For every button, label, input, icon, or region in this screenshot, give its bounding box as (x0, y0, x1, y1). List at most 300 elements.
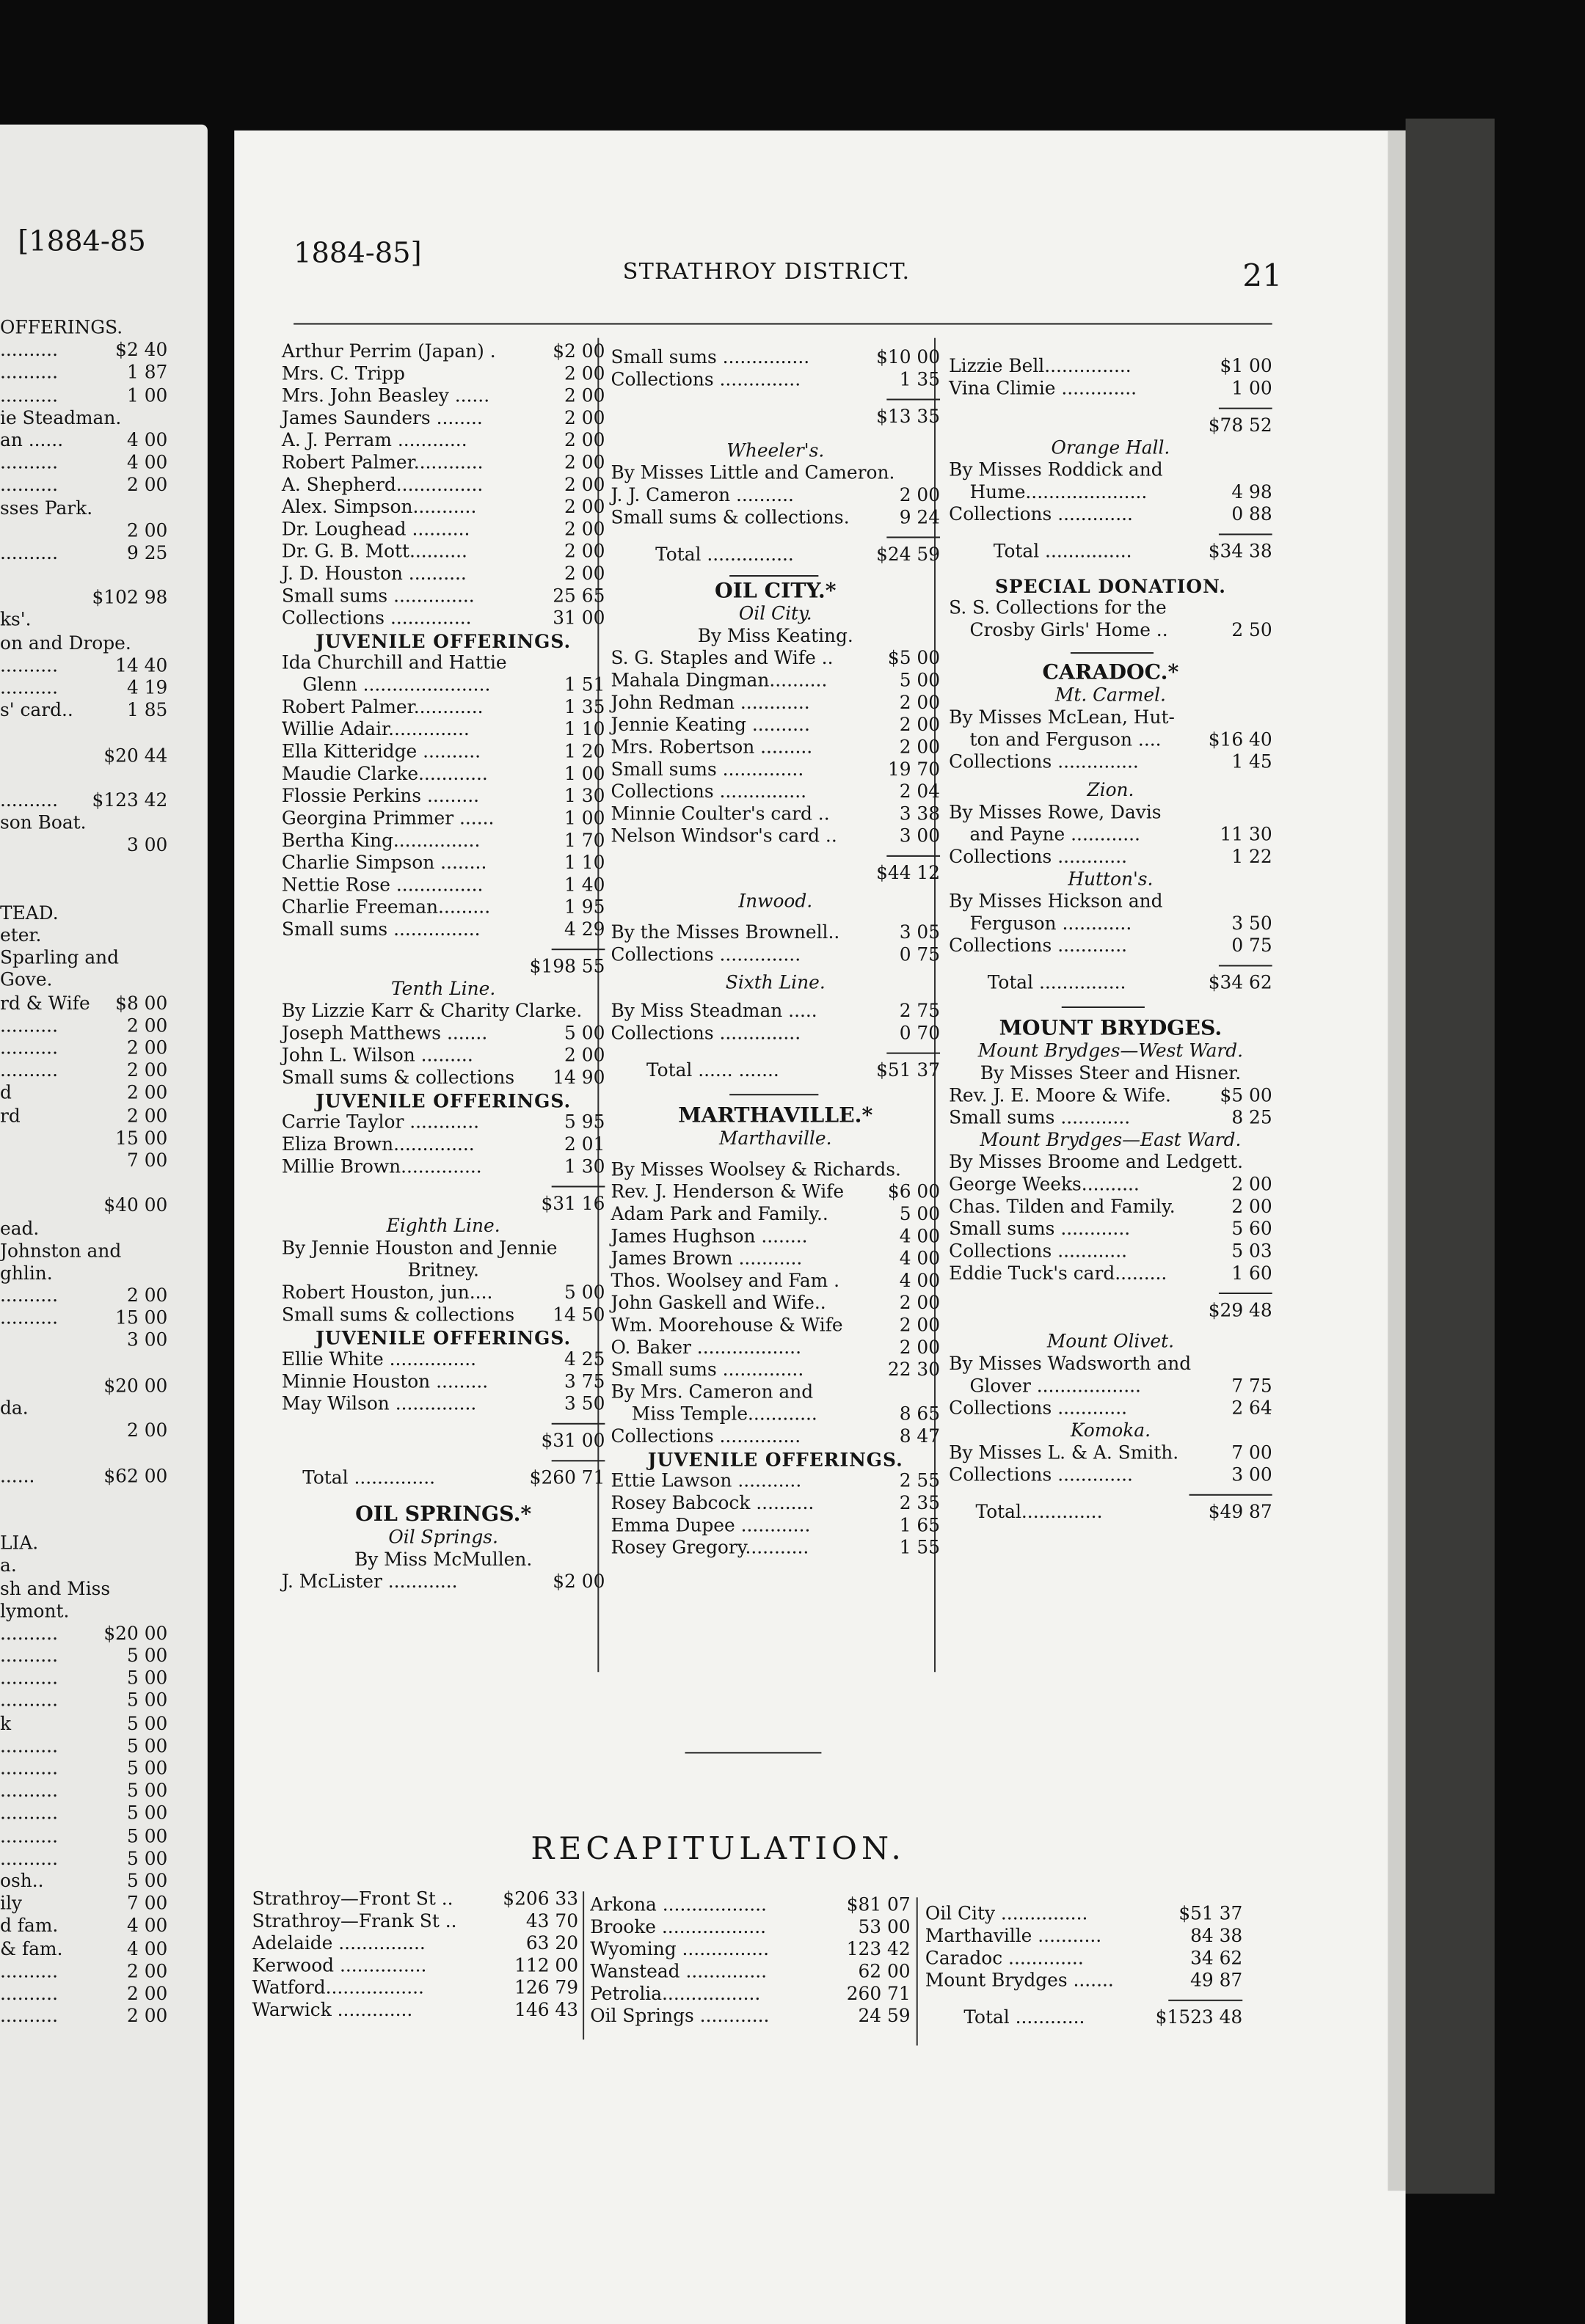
collectors-line: Britney. (407, 1260, 479, 1281)
left-page-line-text: .......... (0, 475, 58, 496)
left-page-line-text: s' card.. (0, 700, 73, 721)
left-page-line (0, 1128, 167, 1150)
left-page-line (0, 902, 167, 925)
entry-label: Marthaville ........... (925, 1925, 1102, 1947)
total-value: $260 71 (529, 1467, 605, 1488)
left-page-line (0, 745, 167, 767)
juvenile-heading-3: JUVENILE OFFERINGS. (316, 1326, 572, 1349)
entry-label: Arkona .................. (590, 1894, 767, 1915)
left-page-line (0, 970, 167, 993)
entry-amount: 2 00 (899, 1292, 941, 1314)
collectors-line: By Miss Keating. (697, 625, 853, 646)
entry-row (252, 1955, 579, 1977)
left-page-line-text: .......... (0, 789, 58, 811)
entry-label: By Misses L. & A. Smith. (949, 1442, 1179, 1464)
left-page-line-text: .......... (0, 1802, 58, 1824)
collectors-line: By Misses Wadsworth and (949, 1353, 1192, 1375)
entry-amount: $16 40 (1208, 729, 1272, 750)
entry-label: Wyoming ............... (590, 1938, 769, 1960)
entry-row (282, 786, 605, 808)
page-edge (1388, 131, 1405, 2191)
entry-row (611, 1315, 940, 1337)
entry-row (252, 1933, 579, 1955)
section-heading: Hutton's. (1068, 869, 1154, 890)
entry-row (611, 1515, 940, 1537)
subtotal: $31 16 (541, 1193, 605, 1214)
entry-amount: 2 00 (899, 692, 941, 713)
left-page-line-text: .......... (0, 1758, 58, 1779)
entry-amount: 8 47 (899, 1425, 941, 1447)
left-page-line (0, 1825, 167, 1848)
entry-amount: 2 64 (1231, 1397, 1272, 1419)
left-page-line-text: .......... (0, 1015, 58, 1037)
entry-label: Carrie Taylor ............ (281, 1111, 480, 1133)
left-page-line-text: Johnston and (0, 1240, 122, 1261)
entry-label: Robert Palmer............ (281, 452, 484, 473)
entry-label: Charlie Simpson ........ (281, 852, 487, 874)
left-page-line-text: Gove. (0, 970, 53, 991)
entry-label: Rev. J. E. Moore & Wife. (949, 1085, 1171, 1106)
entry-label: Adam Park and Family.. (611, 1203, 828, 1225)
left-page-line (0, 520, 167, 543)
entry-label: Hume..................... (969, 481, 1148, 503)
page-number: 21 (1242, 257, 1283, 294)
left-page-line-text: TEAD. (0, 902, 59, 924)
left-page-line (0, 767, 167, 790)
left-page-line (0, 1893, 167, 1916)
left-page-line (0, 1060, 167, 1083)
recap-total-label: Total ............ (963, 2006, 1085, 2028)
entry-amount: $10 00 (876, 346, 941, 368)
left-page-line-amount: $20 44 (103, 745, 168, 766)
left-page-line-text: rd (0, 1105, 21, 1126)
section-heading: Inwood. (738, 891, 813, 912)
entry-row (611, 1537, 940, 1559)
entry-amount: 2 00 (564, 407, 605, 428)
entry-label: Collections .............. (949, 751, 1139, 772)
entry-amount: $2 00 (553, 340, 605, 362)
entry-label: Rosey Gregory........... (611, 1537, 809, 1558)
subtotal: $44 12 (876, 862, 941, 884)
left-page-line (0, 723, 167, 745)
entry-label: Mrs. John Beasley ...... (281, 385, 490, 406)
entry-row (611, 1248, 940, 1270)
entry-row (949, 1218, 1272, 1240)
left-page-line (0, 1983, 167, 2006)
total-value: $51 37 (876, 1059, 941, 1081)
book-spine (1406, 119, 1495, 2194)
entry-row (925, 1948, 1242, 1970)
left-page-line-text: ead. (0, 1217, 40, 1239)
left-page-line-amount: 5 00 (126, 1780, 168, 1802)
left-page-line (0, 1240, 167, 1263)
left-page-line-text: .......... (0, 1623, 58, 1644)
entry-amount: 5 60 (1231, 1218, 1272, 1240)
left-page-line-amount: 5 00 (126, 1825, 168, 1846)
left-page-line-text: .......... (0, 1690, 58, 1711)
entry-row (949, 824, 1272, 846)
entry-amount: 2 04 (899, 781, 941, 803)
left-page-line-amount: 5 00 (126, 1690, 168, 1711)
entry-row (949, 751, 1272, 773)
entry-label: Small sums ............... (611, 346, 810, 368)
left-page-line-text: .......... (0, 452, 58, 473)
entry-label: Rev. J. Henderson & Wife (611, 1181, 845, 1202)
entry-amount: 2 00 (564, 496, 605, 518)
left-page-line-amount: 2 00 (126, 1983, 168, 2004)
left-page-line-amount: 4 00 (126, 429, 168, 451)
entry-row (611, 825, 940, 847)
entry-label: John L. Wilson ......... (281, 1045, 473, 1066)
entry-row (282, 385, 605, 407)
total-label: Total ............... (987, 972, 1126, 993)
entry-amount: 1 00 (564, 763, 605, 784)
subtotal: $78 52 (1208, 414, 1272, 436)
entry-row (282, 1067, 605, 1089)
entry-label: Small sums & collections (281, 1304, 515, 1326)
entry-amount: 2 00 (564, 519, 605, 540)
left-page-line (0, 948, 167, 971)
entry-row (282, 363, 605, 385)
entry-row (611, 507, 940, 529)
left-page-line-amount: 15 00 (115, 1128, 168, 1149)
entry-row (252, 2000, 579, 2022)
left-page-line (0, 1488, 167, 1510)
entry-amount: 63 20 (525, 1932, 579, 1954)
left-page-line (0, 880, 167, 903)
left-page-line (0, 475, 167, 497)
entry-amount: $51 37 (1178, 1903, 1243, 1924)
entry-row (282, 1349, 605, 1371)
entry-label: Petrolia................. (590, 1983, 761, 2004)
entry-amount: $206 33 (503, 1888, 579, 1910)
entry-amount: 0 88 (1231, 504, 1272, 525)
section-heading: Mount Brydges—East Ward. (980, 1129, 1242, 1150)
entry-row (949, 1263, 1272, 1285)
entry-amount: 2 55 (899, 1470, 941, 1491)
left-page-line (0, 1195, 167, 1218)
juvenile-heading-2: JUVENILE OFFERINGS. (316, 1089, 572, 1112)
left-page-line-amount: 14 40 (115, 654, 168, 676)
entry-label: Small sums .............. (281, 585, 475, 607)
entry-amount: 11 30 (1220, 824, 1272, 845)
entry-row (282, 674, 605, 696)
left-page-line-amount: 2 00 (126, 1060, 168, 1081)
entry-amount: 5 00 (899, 1203, 941, 1225)
entry-amount: $81 07 (846, 1894, 911, 1915)
left-page-line (0, 1375, 167, 1398)
left-page-line-text: on and Drope. (0, 632, 131, 654)
subtotal: $31 00 (541, 1430, 605, 1452)
entry-label: A. Shepherd............... (281, 474, 484, 495)
entry-label: Collections .............. (611, 1023, 801, 1044)
left-page-line-amount: 2 00 (126, 1037, 168, 1059)
left-page-line-amount: $2 40 (115, 340, 168, 361)
total-value: $34 62 (1208, 972, 1272, 993)
entry-row (590, 2006, 910, 2028)
entry-amount: 1 35 (564, 696, 605, 717)
entry-row (282, 1393, 605, 1415)
header-rule (294, 323, 1272, 324)
recap-divider-1 (583, 1891, 584, 2039)
left-page-line (0, 1465, 167, 1488)
left-page-line-text: ghlin. (0, 1263, 53, 1284)
entry-row (611, 737, 940, 759)
subtotal: $198 55 (529, 956, 605, 977)
recap-divider-2 (917, 1897, 918, 2045)
entry-amount: 2 00 (564, 452, 605, 473)
left-page-line-amount: 2 00 (126, 1082, 168, 1104)
entry-row (949, 1442, 1272, 1464)
section-heading: Oil Springs. (388, 1527, 498, 1548)
left-page-line (0, 1668, 167, 1691)
entry-row (611, 1001, 940, 1023)
entry-label: Ettie Lawson ........... (611, 1470, 802, 1491)
entry-row (282, 874, 605, 896)
left-page-line (0, 677, 167, 700)
entry-amount: 1 65 (899, 1515, 941, 1536)
left-page-line (0, 925, 167, 948)
left-page-line-text: .......... (0, 2005, 58, 2027)
entry-row (949, 847, 1272, 869)
left-page-line-text: osh.. (0, 1870, 44, 1892)
entry-amount: 62 00 (858, 1961, 911, 1982)
entry-label: Rosey Babcock .......... (611, 1492, 815, 1514)
entry-label: Small sums ............ (949, 1107, 1131, 1128)
entry-amount: 4 25 (564, 1348, 605, 1370)
entry-row (949, 935, 1272, 957)
entry-label: Mrs. Robertson ......... (611, 737, 813, 758)
left-page-line-amount: 1 85 (126, 700, 168, 721)
column-1 (282, 341, 605, 1593)
entry-label: Charlie Freeman......... (281, 896, 491, 918)
left-page-line (0, 1510, 167, 1533)
entry-label: Bertha King............... (281, 830, 481, 851)
entry-label: Joseph Matthews ....... (281, 1023, 488, 1044)
left-page-line-text: d (0, 1082, 12, 1104)
entry-label: Glenn ...................... (302, 674, 491, 695)
left-page-line-text: sses Park. (0, 497, 93, 519)
entry-amount: 5 00 (899, 670, 941, 691)
left-page-line (0, 497, 167, 520)
entry-label: Thos. Woolsey and Fam . (611, 1270, 840, 1291)
entry-row (282, 475, 605, 497)
entry-label: Eliza Brown.............. (281, 1133, 475, 1155)
entry-label: ton and Ferguson .... (969, 729, 1162, 750)
total-label: Total.............. (975, 1501, 1103, 1523)
collectors-line: By Misses McLean, Hut- (949, 706, 1175, 728)
left-page-line (0, 1601, 167, 1623)
left-page-line-amount: 9 25 (126, 542, 168, 563)
left-page-line (0, 1015, 167, 1038)
collectors-line: By Lizzie Karr & Charity Clarke. (281, 1000, 583, 1022)
entry-label: Watford................. (252, 1977, 424, 1998)
entry-label: Mrs. C. Tripp (281, 363, 405, 384)
entry-amount: 2 00 (564, 1045, 605, 1066)
left-page-line-amount: $102 98 (92, 587, 168, 608)
entry-amount: 2 00 (899, 1337, 941, 1358)
entry-label: Ella Kitteridge .......... (281, 741, 481, 762)
entry-amount: $2 00 (553, 1571, 605, 1593)
entry-label: Collections ............ (949, 1240, 1128, 1262)
entry-row (949, 1107, 1272, 1129)
entry-row (925, 1903, 1242, 1925)
entry-amount: 43 70 (525, 1910, 579, 1932)
entry-row (282, 1023, 605, 1045)
entry-amount: 34 62 (1190, 1948, 1243, 1969)
entry-row (949, 729, 1272, 751)
entry-row (611, 922, 940, 944)
entry-amount: 7 75 (1231, 1375, 1272, 1397)
entry-amount: 5 03 (1231, 1240, 1272, 1262)
left-page-line-text: ily (0, 1893, 22, 1914)
church-heading: MARTHAVILLE.* (678, 1104, 873, 1128)
left-page-line-amount: 1 87 (126, 362, 168, 384)
entry-label: Oil City ............... (925, 1903, 1088, 1924)
left-page-line-text: .......... (0, 1780, 58, 1802)
entry-label: Strathroy—Frank St .. (252, 1910, 457, 1932)
entry-amount: 9 24 (899, 507, 941, 528)
collectors-line: By Misses Steer and Hisner. (980, 1062, 1242, 1084)
entry-label: Collections ............ (949, 935, 1128, 957)
entry-amount: 2 00 (1231, 1196, 1272, 1217)
left-page-line (0, 384, 167, 407)
entry-row (611, 759, 940, 781)
entry-label: Arthur Perrim (Japan) . (281, 340, 496, 362)
entry-row (611, 1023, 940, 1045)
entry-row (252, 1888, 579, 1910)
entry-amount: 84 38 (1190, 1925, 1243, 1947)
left-page-line-text: .......... (0, 1960, 58, 1981)
entry-row (282, 1304, 605, 1326)
entry-label: Small sums & collections. (611, 507, 850, 528)
left-page-line-amount: 2 00 (126, 1105, 168, 1126)
entry-amount: 1 55 (899, 1537, 941, 1558)
left-page-line (0, 407, 167, 430)
entry-amount: 8 25 (1231, 1107, 1272, 1128)
entry-label: Emma Dupee ............ (611, 1515, 811, 1536)
left-page-line-text: .......... (0, 542, 58, 563)
entry-row (611, 944, 940, 966)
left-page-line-text: .......... (0, 1667, 58, 1689)
left-page-header: [1884-85 (18, 225, 146, 258)
entry-row (611, 1226, 940, 1248)
entry-label: Nelson Windsor's card .. (611, 825, 837, 847)
left-page-line-text: .......... (0, 1983, 58, 2004)
total-label: Total .............. (302, 1467, 436, 1488)
entry-row (282, 452, 605, 474)
left-page-line-amount: 2 00 (126, 1420, 168, 1441)
entry-amount: $5 00 (1220, 1085, 1272, 1106)
left-page-line-text: LIA. (0, 1532, 39, 1554)
left-page-line (0, 1037, 167, 1060)
entry-amount: 3 05 (899, 921, 941, 943)
entry-label: Chas. Tilden and Family. (949, 1196, 1176, 1217)
section-heading: Oil City. (738, 603, 812, 624)
entry-row (611, 670, 940, 692)
left-page-line-amount: $40 00 (103, 1195, 168, 1216)
left-page-line (0, 453, 167, 475)
entry-row (282, 341, 605, 363)
entry-label: Ellie White ............... (281, 1348, 477, 1370)
left-page-line-amount: 5 00 (126, 1735, 168, 1757)
left-page-line (0, 340, 167, 362)
entry-label: Warwick ............. (252, 1999, 413, 2021)
column-3 (949, 356, 1272, 1524)
entry-amount: 1 30 (564, 1156, 605, 1177)
left-page-line (0, 858, 167, 880)
entry-row (949, 1196, 1272, 1218)
left-page-line (0, 362, 167, 385)
entry-row (949, 1240, 1272, 1263)
entry-row (949, 1397, 1272, 1419)
entry-label: Ferguson ............ (969, 913, 1132, 934)
section-heading: Tenth Line. (390, 978, 496, 999)
left-page-line-text: .......... (0, 1645, 58, 1667)
left-page-line-amount: 5 00 (126, 1802, 168, 1824)
left-page-line-amount: 2 00 (126, 2005, 168, 2027)
entry-label: By Miss Steadman ..... (611, 1000, 817, 1022)
entry-amount: 146 43 (514, 1999, 579, 2021)
entry-label: Willie Adair.............. (281, 718, 470, 740)
left-page-line-text: son Boat. (0, 812, 87, 833)
entry-row (282, 585, 605, 607)
left-page-line-text: .......... (0, 1825, 58, 1846)
entry-row (611, 803, 940, 825)
entry-amount: 126 79 (514, 1977, 579, 1998)
entry-row (949, 1375, 1272, 1397)
entry-row (282, 852, 605, 874)
left-page-line-text: & fam. (0, 1937, 63, 1959)
left-page-line-text: lymont. (0, 1600, 70, 1621)
entry-amount: 1 70 (564, 830, 605, 851)
entry-label: Adelaide ............... (252, 1932, 426, 1954)
entry-row (282, 1571, 605, 1593)
total-value: $34 38 (1208, 541, 1272, 562)
section-heading: Orange Hall. (1051, 437, 1170, 458)
left-page-line (0, 1330, 167, 1353)
entry-amount: 25 65 (553, 585, 605, 607)
left-page-line-text: d fam. (0, 1915, 59, 1937)
entry-label: Collections ............ (949, 846, 1128, 868)
left-page-line (0, 1645, 167, 1668)
juvenile-heading: JUVENILE OFFERINGS. (647, 1448, 903, 1471)
left-page-line-amount: $123 42 (92, 789, 168, 811)
entry-amount: 112 00 (514, 1955, 579, 1976)
entry-row (611, 1404, 940, 1426)
entry-row (949, 1085, 1272, 1107)
entry-amount: 2 01 (564, 1133, 605, 1155)
entry-amount: 5 95 (564, 1111, 605, 1133)
entry-amount: 1 00 (564, 808, 605, 829)
left-page-line-amount: 7 00 (126, 1150, 168, 1172)
entry-row (282, 719, 605, 741)
entry-amount: 3 00 (1231, 1464, 1272, 1486)
entry-label: Millie Brown.............. (281, 1156, 482, 1177)
left-page-line-amount: 5 00 (126, 1667, 168, 1689)
entry-label: James Hughson ........ (611, 1226, 808, 1247)
entry-label: John Gaskell and Wife.. (611, 1292, 826, 1314)
entry-label: Flossie Perkins ......... (281, 785, 480, 807)
entry-amount: 1 45 (1231, 751, 1272, 772)
entry-amount: 3 50 (1231, 913, 1272, 934)
left-page-line-text: an ...... (0, 429, 64, 451)
entry-label: Minnie Coulter's card .. (611, 803, 830, 825)
left-page-line-text: .......... (0, 340, 58, 361)
left-page-line-amount: 2 00 (126, 475, 168, 496)
entry-label: Collections .............. (281, 607, 472, 629)
entry-row (611, 1359, 940, 1381)
